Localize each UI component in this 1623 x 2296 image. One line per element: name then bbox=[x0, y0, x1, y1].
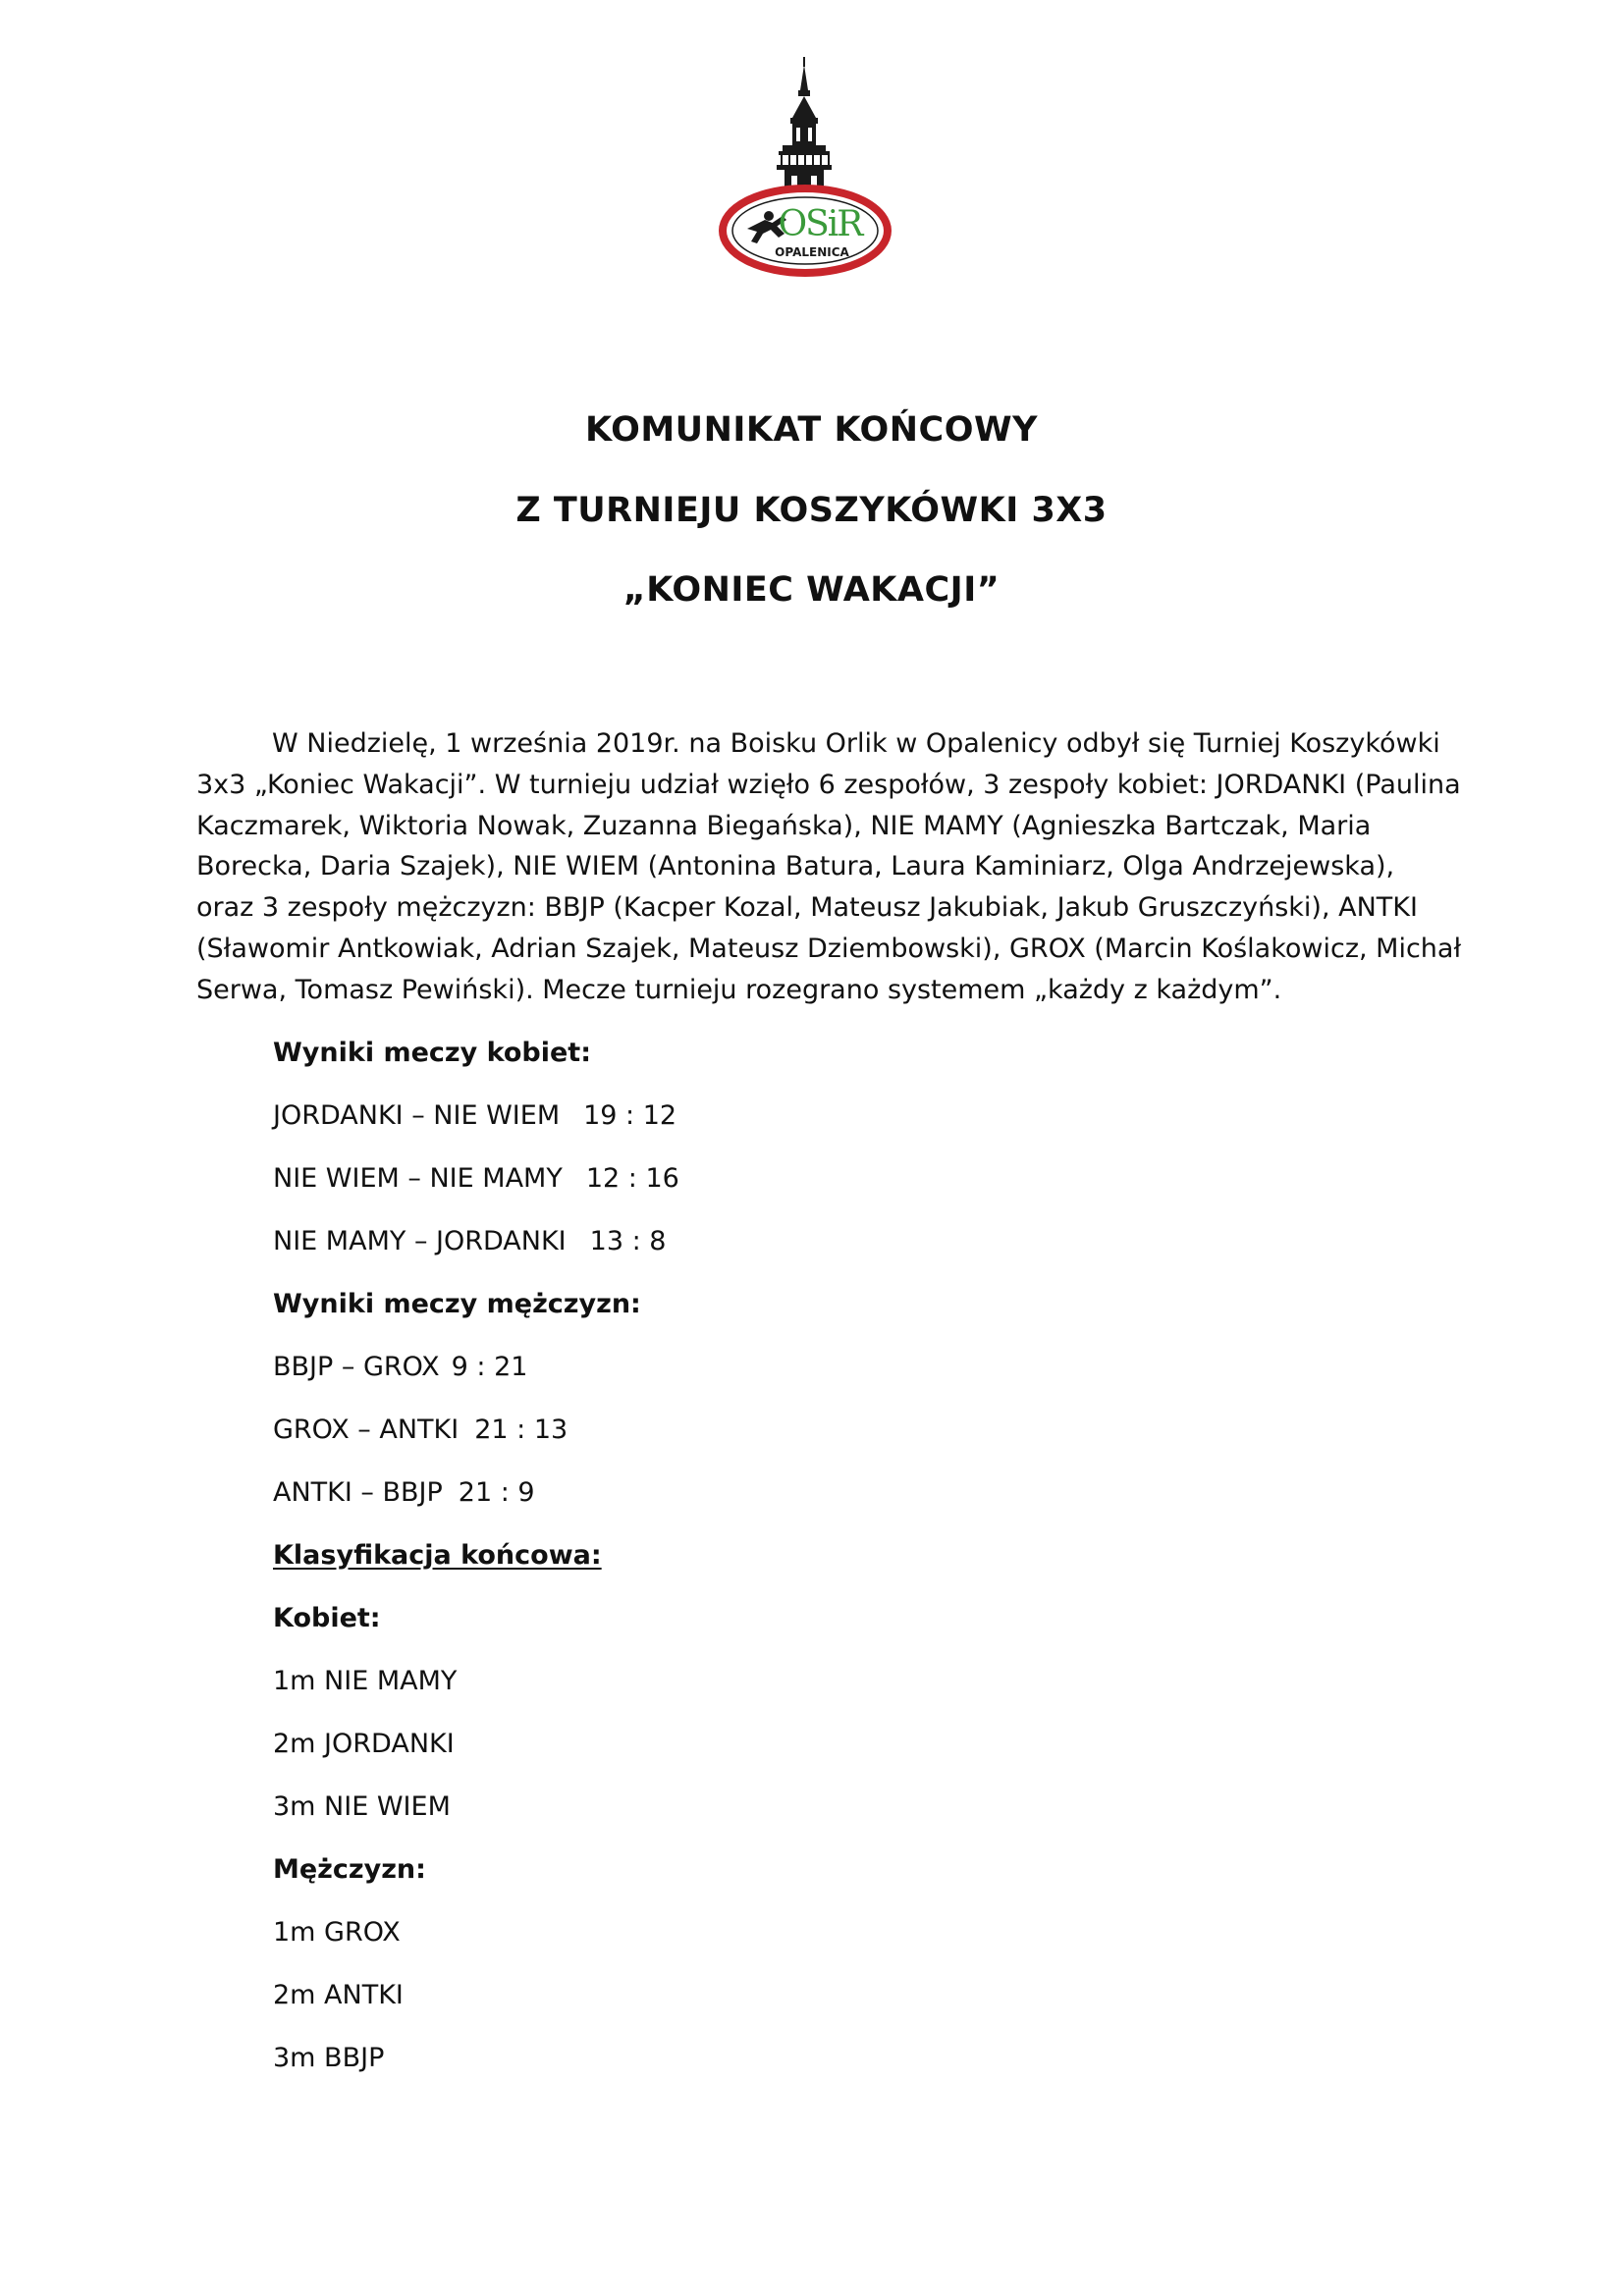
logo-sub-text: OPALENICA bbox=[775, 245, 849, 259]
match-score: 21 : 13 bbox=[474, 1415, 568, 1445]
logo-main-text: OSiR bbox=[778, 204, 862, 244]
match-score: 19 : 12 bbox=[583, 1100, 677, 1131]
women-results-heading: Wyniki meczy kobiet: bbox=[273, 1038, 592, 1068]
tower-icon bbox=[773, 57, 836, 205]
classification-men-heading: Mężczyzn: bbox=[273, 1854, 426, 1885]
classification-men-place: 1m GROX bbox=[273, 1917, 401, 1948]
classification-men-place: 3m BBJP bbox=[273, 2043, 385, 2073]
classification-men-place: 2m ANTKI bbox=[273, 1980, 404, 2010]
intro-line: oraz 3 zespoły mężczyzn: BBJP (Kacper Kozal, Mateusz Jakubiak, Jakub Gruszczyński), ANTKI bbox=[196, 892, 1418, 924]
intro-line: Serwa, Tomasz Pewiński). Mecze turnieju rozegrano systemem „każdy z każdym”. bbox=[196, 974, 1282, 1005]
match-teams: JORDANKI – NIE WIEM bbox=[273, 1100, 561, 1131]
classification-women-place: 3m NIE WIEM bbox=[273, 1791, 451, 1822]
match-teams: NIE MAMY – JORDANKI bbox=[273, 1226, 567, 1256]
match-score: 13 : 8 bbox=[589, 1226, 667, 1256]
osir-opalenica-logo bbox=[714, 57, 896, 279]
women-match-row bbox=[273, 1163, 679, 1195]
men-match-row bbox=[273, 1415, 568, 1446]
match-score: 21 : 9 bbox=[458, 1477, 535, 1508]
title-line-2: Z TURNIEJU KOSZYKÓWKI 3X3 bbox=[515, 491, 1108, 530]
match-teams: NIE WIEM – NIE MAMY bbox=[273, 1163, 563, 1194]
title-line-1: KOMUNIKAT KOŃCOWY bbox=[585, 410, 1038, 450]
match-teams: GROX – ANTKI bbox=[273, 1415, 460, 1445]
women-match-row bbox=[273, 1100, 676, 1132]
intro-line: Kaczmarek, Wiktoria Nowak, Zuzanna Biegańska), NIE MAMY (Agnieszka Bartczak, Maria bbox=[196, 810, 1372, 841]
classification-women-place: 1m NIE MAMY bbox=[273, 1666, 458, 1696]
intro-line: (Sławomir Antkowiak, Adrian Szajek, Mateusz Dziembowski), GROX (Marcin Koślakowicz, Michał bbox=[196, 933, 1462, 964]
men-match-row bbox=[273, 1352, 527, 1383]
intro-line: Borecka, Daria Szajek), NIE WIEM (Antonina Batura, Laura Kaminiarz, Olga Andrzejewska), bbox=[196, 851, 1395, 882]
match-teams: BBJP – GROX bbox=[273, 1352, 440, 1382]
men-match-row bbox=[273, 1477, 535, 1509]
intro-line: 3x3 „Koniec Wakacji”. W turnieju udział wzięło 6 zespołów, 3 zespoły kobiet: JORDANKI (Paulina bbox=[196, 769, 1461, 800]
women-match-row bbox=[273, 1226, 666, 1257]
title-line-3: „KONIEC WAKACJI” bbox=[622, 570, 1001, 610]
match-teams: ANTKI – BBJP bbox=[273, 1477, 443, 1508]
match-score: 9 : 21 bbox=[451, 1352, 528, 1382]
intro-paragraph bbox=[196, 723, 1462, 1011]
men-results-heading: Wyniki meczy mężczyzn: bbox=[273, 1289, 641, 1319]
classification-women-heading: Kobiet: bbox=[273, 1603, 381, 1633]
intro-line: W Niedzielę, 1 września 2019r. na Boisku Orlik w Opalenicy odbył się Turniej Koszykówki bbox=[272, 728, 1440, 759]
match-score: 12 : 16 bbox=[585, 1163, 679, 1194]
classification-heading: Klasyfikacja końcowa: bbox=[273, 1540, 602, 1571]
classification-women-place: 2m JORDANKI bbox=[273, 1729, 455, 1759]
